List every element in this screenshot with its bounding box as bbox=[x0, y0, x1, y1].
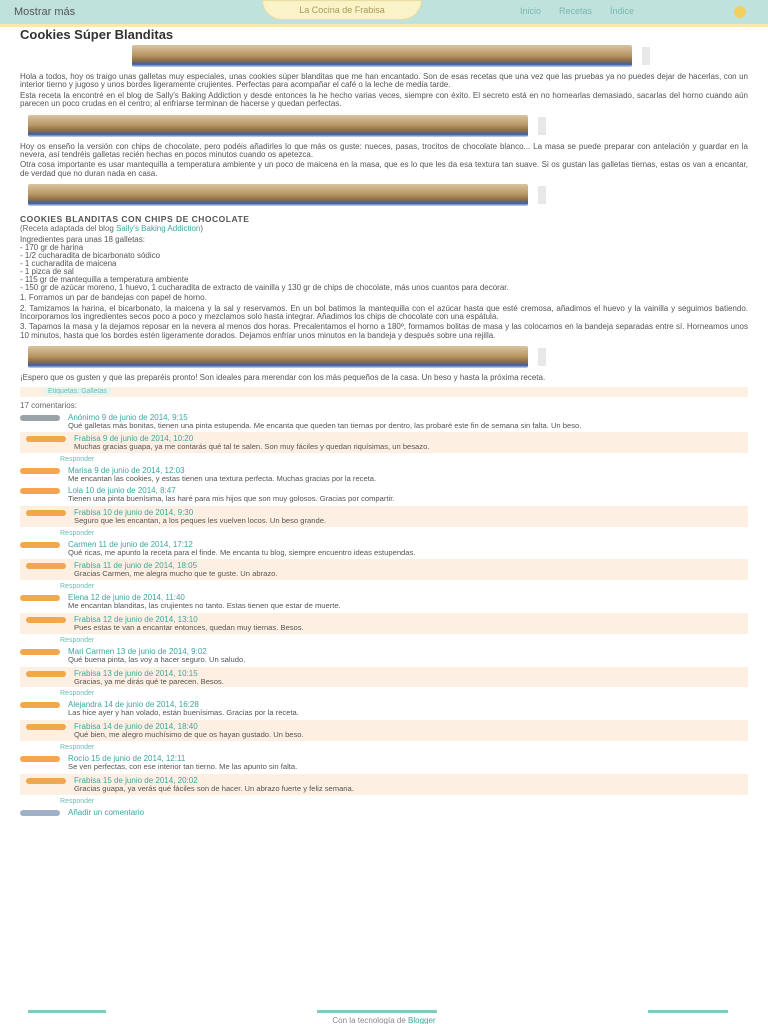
avatar bbox=[26, 724, 66, 730]
comment-author[interactable]: Lola 10 de junio de 2014, 8:47 bbox=[68, 486, 176, 496]
show-more-link[interactable]: Mostrar más bbox=[14, 6, 76, 18]
photo-scroll-icon bbox=[538, 186, 546, 204]
comment-body bbox=[74, 434, 742, 451]
ingredients-tail: - 150 gr de azúcar moreno, 1 huevo, 1 cucharadita de extracto de vainilla y 130 gr de chips de chocolate, más unos cuantos para decorar. bbox=[20, 283, 509, 293]
photo-row-3 bbox=[20, 180, 748, 210]
post-paragraph-2: Esta receta la encontré en el blog de Sally's Baking Addiction y desde entonces la he hecho varias veces, siempre con éxito. El secreto está en no hornearlas demasiado, sacarlas del horno cuando aún parecen un poco crudas en el centro; al enfriarse terminan de hacerse y quedan perfectas. bbox=[20, 90, 748, 109]
comment-author[interactable]: Frabisa 11 de junio de 2014, 18:05 bbox=[74, 561, 198, 571]
comment-body bbox=[74, 615, 742, 632]
ingredient-item: - 115 gr de mantequilla a temperatura ambiente bbox=[20, 275, 189, 285]
comment-reply bbox=[20, 613, 748, 634]
comment-author[interactable]: Elena 12 de junio de 2014, 11:40 bbox=[68, 593, 185, 603]
comment-body bbox=[74, 776, 742, 793]
post-content bbox=[0, 29, 768, 817]
avatar bbox=[20, 468, 60, 474]
comment-text: Las hice ayer y han volado, están buenísimas. Gracias por la receta. bbox=[68, 708, 299, 718]
comment-reply bbox=[20, 774, 748, 795]
comment-body bbox=[74, 561, 742, 578]
comment-reply bbox=[20, 559, 748, 580]
older-post-button[interactable] bbox=[648, 1010, 728, 1013]
avatar bbox=[20, 756, 60, 762]
comment-author[interactable]: Frabisa 14 de junio de 2014, 18:40 bbox=[74, 722, 198, 732]
cookie-photo-3 bbox=[28, 184, 528, 206]
recipe-source bbox=[20, 224, 748, 233]
post-closing: ¡Espero que os gusten y que las preparéis pronto! Son ideales para merendar con los más pequeños de la casa. Un beso y hasta la próxima receta. bbox=[20, 373, 546, 383]
recipe-source-prefix: (Receta adaptada del blog bbox=[20, 224, 114, 234]
comment-text: Gracias Carmen, me alegra mucho que te guste. Un abrazo. bbox=[74, 569, 278, 579]
avatar bbox=[26, 778, 66, 784]
comment-text: Muchas gracias guapa, ya me contarás qué tal te salen. Son muy fáciles y quedan riquísimas, un besazo. bbox=[74, 442, 430, 452]
comment-body bbox=[74, 508, 742, 525]
blog-header bbox=[0, 0, 768, 24]
comment-body bbox=[74, 669, 742, 686]
recipe-step: 2. Tamizamos la harina, el bicarbonato, la maicena y la sal y reservamos. En un bol batimos la mantequilla con el azúcar hasta que esté cremosa, añadimos el huevo y la vainilla y seguimos batiendo. Incorporamos los ingredientes secos poco a poco y mezclamos solo hasta integrar. Añadimos los chips de chocolate con una espátula. bbox=[20, 303, 748, 322]
avatar bbox=[26, 563, 66, 569]
reply-link[interactable]: Responder bbox=[60, 797, 95, 805]
comment-author[interactable]: Mari Carmen 13 de junio de 2014, 9:02 bbox=[68, 646, 207, 656]
comment-body bbox=[68, 486, 748, 503]
comment-body bbox=[68, 700, 748, 717]
avatar bbox=[26, 510, 66, 516]
reply-link[interactable]: Responder bbox=[60, 583, 95, 591]
comment-body bbox=[68, 647, 748, 664]
avatar bbox=[20, 488, 60, 494]
comment-text: Qué galletas más bonitas, tienen una pinta estupenda. Me encanta que queden tan tiernas por dentro, las probaré este fin de semana sin falta. Un beso. bbox=[68, 420, 582, 430]
comment bbox=[20, 647, 748, 664]
comment-text: Seguro que les encantan, a los peques les vuelven locos. Un beso grande. bbox=[74, 515, 327, 525]
comment-body bbox=[68, 540, 748, 557]
comment-author[interactable]: Frabisa 9 de junio de 2014, 10:20 bbox=[74, 434, 194, 444]
photo-scroll-icon bbox=[538, 348, 546, 366]
nav-item-home[interactable]: Inicio bbox=[520, 6, 542, 16]
comment bbox=[20, 700, 748, 717]
blog-logo[interactable]: La Cocina de Frabisa bbox=[262, 0, 422, 20]
recipe-source-link[interactable]: Sally's Baking Addiction bbox=[116, 224, 201, 234]
comment bbox=[20, 540, 748, 557]
comment-text: Qué buena pinta, las voy a hacer seguro. Un saludo. bbox=[68, 654, 246, 664]
comment-reply bbox=[20, 720, 748, 741]
newer-post-button[interactable] bbox=[28, 1010, 106, 1013]
powered-by bbox=[0, 1016, 768, 1024]
comment-author[interactable]: Frabisa 12 de junio de 2014, 13:10 bbox=[74, 615, 198, 625]
reply-link[interactable]: Responder bbox=[60, 529, 95, 537]
avatar bbox=[20, 810, 60, 816]
reply-link[interactable]: Responder bbox=[60, 456, 95, 464]
avatar bbox=[26, 436, 66, 442]
comment-text: Tienen una pinta buenísima, las haré para mis hijos que son muy golosos. Gracias por compartir. bbox=[68, 494, 395, 504]
comment-body bbox=[68, 593, 748, 610]
add-comment-link[interactable]: Añadir un comentario bbox=[68, 807, 145, 817]
steps-list bbox=[20, 294, 748, 340]
photo-row-4 bbox=[20, 342, 748, 372]
header-nav bbox=[520, 6, 634, 16]
comment-text: Me encantan blanditas, las crujientes no tanto. Estas tienen que estar de muerte. bbox=[68, 601, 341, 611]
nav-item-index[interactable]: Índice bbox=[610, 6, 635, 16]
avatar bbox=[20, 542, 60, 548]
menu-icon[interactable] bbox=[734, 6, 746, 18]
ingredient-item: - 1 pizca de sal bbox=[20, 267, 74, 277]
comment-author[interactable]: Anónimo 9 de junio de 2014, 9:15 bbox=[68, 412, 188, 422]
comment-text: Se ven perfectas, con ese interior tan tierno. Me las apunto sin falta. bbox=[68, 762, 298, 772]
comment-body bbox=[68, 754, 748, 771]
comment-text: Gracias, ya me dirás qué te parecen. Besos. bbox=[74, 676, 224, 686]
comment bbox=[20, 593, 748, 610]
photo-scroll-icon bbox=[538, 117, 546, 135]
cookie-photo-2 bbox=[28, 115, 528, 137]
nav-item-recipes[interactable]: Recetas bbox=[559, 6, 593, 16]
comment-author[interactable]: Alejandra 14 de junio de 2014, 16:28 bbox=[68, 700, 199, 710]
post-paragraph-1: Hola a todos, hoy os traigo unas galletas muy especiales, unas cookies súper blanditas que me han encantado. Son de esas recetas que una vez que las pruebas ya no puedes dejar de hacerlas, con un interior tierno y jugoso y unos bordes ligeramente crujientes. Perfectas para acompañar el café o la leche de media tarde. bbox=[20, 72, 748, 90]
comments-list bbox=[20, 413, 748, 805]
comment bbox=[20, 754, 748, 771]
tags-bar bbox=[20, 387, 748, 397]
photo-row-2 bbox=[20, 111, 748, 141]
footer-nav bbox=[28, 1010, 728, 1014]
comment-author[interactable]: Frabisa 10 de junio de 2014, 9:30 bbox=[74, 507, 194, 517]
reply-link[interactable]: Responder bbox=[60, 744, 95, 752]
comment bbox=[20, 486, 748, 503]
comment-text: Gracias guapa, ya verás qué fáciles son de hacer. Un abrazo fuerte y feliz semana. bbox=[74, 783, 354, 793]
comment-author[interactable]: Marisa 9 de junio de 2014, 12:03 bbox=[68, 466, 185, 476]
recipe-title: COOKIES BLANDITAS CON CHIPS DE CHOCOLATE bbox=[20, 214, 250, 225]
add-comment-row bbox=[20, 808, 748, 817]
blogger-link[interactable]: Blogger bbox=[408, 1016, 436, 1024]
cookie-photo-1 bbox=[132, 45, 632, 67]
comment-text: Qué ricas, me apunto la receta para el finde. Me encanta tu blog, siempre encuentro ideas estupendas. bbox=[68, 547, 416, 557]
reply-link[interactable]: Responder bbox=[60, 636, 95, 644]
recipe-step: 3. Tapamos la masa y la dejamos reposar en la nevera al menos dos horas. Precalentamos el horno a 180º, formamos bolitas de masa y las colocamos en la bandeja separadas entre sí. Horneamos unos 10 minutos, hasta que los bordes estén ligeramente dorados. Dejamos enfriar unos minutos en la bandeja y después sobre una rejilla. bbox=[20, 322, 748, 340]
comment bbox=[20, 413, 748, 430]
comment-text: Qué bien, me alegro muchísimo de que os hayan gustado. Un beso. bbox=[74, 730, 304, 740]
comment-author[interactable]: Carmen 11 de junio de 2014, 17:12 bbox=[68, 539, 193, 549]
avatar bbox=[26, 671, 66, 677]
ingredient-item: - 170 gr de harina bbox=[20, 243, 84, 253]
comment-author[interactable]: Frabisa 15 de junio de 2014, 20:02 bbox=[74, 775, 198, 785]
comment-reply bbox=[20, 432, 748, 453]
ingredient-item: - 1 cucharadita de maicena bbox=[20, 259, 117, 269]
ingredient-item: - 1/2 cucharadita de bicarbonato sódico bbox=[20, 251, 161, 261]
comment-body bbox=[68, 466, 748, 483]
post-title: Cookies Súper Blanditas bbox=[20, 27, 174, 42]
photo-row-1 bbox=[20, 41, 748, 71]
avatar bbox=[26, 617, 66, 623]
reply-link[interactable]: Responder bbox=[60, 690, 95, 698]
tag-link[interactable]: Etiquetas: Galletas bbox=[44, 388, 111, 395]
comments-count: 17 comentarios: bbox=[20, 400, 77, 410]
recipe-source-suffix: ) bbox=[200, 224, 204, 234]
recipe-step: 1. Forramos un par de bandejas con papel de horno. bbox=[20, 293, 207, 303]
comment-author[interactable]: Rocío 15 de junio de 2014, 12:11 bbox=[68, 754, 186, 764]
comment-body bbox=[68, 413, 748, 430]
avatar bbox=[20, 649, 60, 655]
powered-prefix: Con la tecnología de bbox=[332, 1016, 406, 1024]
comment bbox=[20, 466, 748, 483]
post-paragraph-4: Otra cosa importante es usar mantequilla a temperatura ambiente y un poco de maicena en la masa, que es lo que les da esa textura tan suave. Si os gustan las galletas tiernas, estas os van a encantar, de verdad que no duran nada en casa. bbox=[20, 160, 748, 178]
avatar bbox=[20, 415, 60, 421]
post-paragraph-3: Hoy os enseño la versión con chips de chocolate, pero podéis añadirles lo que más os guste: nueces, pasas, trocitos de chocolate blanco... La masa se puede preparar con antelación y guardar en la nevera, así tendréis galletas recién hechas en pocos minutos cuando os apetezca. bbox=[20, 141, 748, 160]
comment-reply bbox=[20, 667, 748, 688]
home-button[interactable] bbox=[317, 1010, 437, 1013]
comment-author[interactable]: Frabisa 13 de junio de 2014, 10:15 bbox=[74, 668, 198, 678]
avatar bbox=[20, 595, 60, 601]
ingredients-head: Ingredientes para unas 18 galletas: bbox=[20, 235, 145, 245]
ingredients-list bbox=[20, 244, 748, 284]
comment-body bbox=[74, 722, 742, 739]
comment-text: Pues estas te van a encantar entonces, quedan muy tiernas. Besos. bbox=[74, 623, 304, 633]
comment-text: Me encantan las cookies, y estas tienen una textura perfecta. Muchas gracias por la receta. bbox=[68, 474, 377, 484]
avatar bbox=[20, 702, 60, 708]
photo-scroll-icon bbox=[642, 47, 650, 65]
cookie-photo-4 bbox=[28, 346, 528, 368]
comment-reply bbox=[20, 506, 748, 527]
